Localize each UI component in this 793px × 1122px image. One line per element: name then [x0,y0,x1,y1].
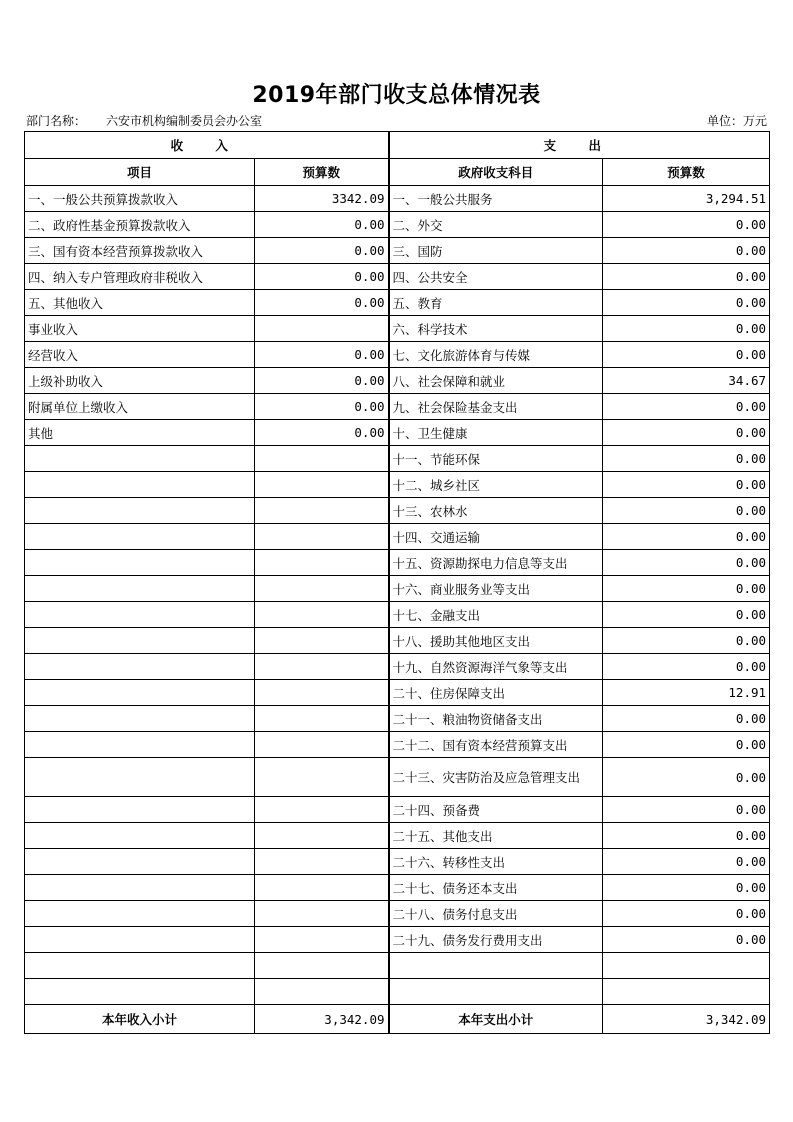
income-item-cell: 上级补助收入 [25,368,255,394]
income-value-cell [255,654,389,680]
table-row [25,875,770,901]
income-group-header: 收 入 [25,132,389,159]
expense-value-cell: 0.00 [603,446,770,472]
income-value-cell: 0.00 [255,264,389,290]
expense-item-cell: 十、卫生健康 [389,420,603,446]
table-row [25,186,770,212]
income-value-cell [255,524,389,550]
expense-total-value: 3,342.09 [603,1005,770,1034]
expense-value-cell: 0.00 [603,602,770,628]
income-value-cell [255,576,389,602]
table-row [25,602,770,628]
income-budget-header: 预算数 [255,159,389,186]
expense-item-cell: 四、公共安全 [389,264,603,290]
table-row [25,316,770,342]
income-value-cell: 0.00 [255,290,389,316]
income-item-cell [25,550,255,576]
income-value-cell: 0.00 [255,394,389,420]
table-row [25,498,770,524]
department-line [26,112,262,129]
table-row [25,420,770,446]
table-row [25,238,770,264]
unit-label: 单位：万元 [706,114,767,128]
expense-item-cell: 十二、城乡社区 [389,472,603,498]
income-item-cell: 三、国有资本经营预算拨款收入 [25,238,255,264]
expense-item-cell: 三、国防 [389,238,603,264]
expense-item-cell: 二十三、灾害防治及应急管理支出 [389,758,603,797]
income-item-header: 项目 [25,159,255,186]
income-item-cell [25,576,255,602]
expense-item-cell: 八、社会保障和就业 [389,368,603,394]
income-value-cell [255,979,389,1005]
income-value-cell: 0.00 [255,420,389,446]
expense-item-cell: 五、教育 [389,290,603,316]
expense-value-cell: 0.00 [603,420,770,446]
income-item-cell: 事业收入 [25,316,255,342]
income-value-cell: 0.00 [255,368,389,394]
income-item-cell [25,472,255,498]
expense-value-cell: 0.00 [603,901,770,927]
income-value-cell [255,316,389,342]
expense-value-cell: 0.00 [603,550,770,576]
table-row [25,732,770,758]
income-total-label: 本年收入小计 [25,1005,255,1034]
expense-item-cell: 二十四、预备费 [389,797,603,823]
table-row [25,394,770,420]
income-value-cell [255,875,389,901]
income-value-cell [255,498,389,524]
expense-value-cell [603,953,770,979]
expense-total-label: 本年支出小计 [389,1005,603,1034]
income-item-cell: 二、政府性基金预算拨款收入 [25,212,255,238]
expense-item-cell: 二十九、债务发行费用支出 [389,927,603,953]
income-item-cell [25,628,255,654]
expense-value-cell [603,979,770,1005]
income-item-cell [25,654,255,680]
income-item-cell: 一、一般公共预算拨款收入 [25,186,255,212]
expense-value-cell: 0.00 [603,472,770,498]
income-item-cell [25,875,255,901]
expense-value-cell: 0.00 [603,797,770,823]
table-row [25,758,770,797]
income-value-cell [255,732,389,758]
table-row [25,472,770,498]
expense-value-cell: 0.00 [603,316,770,342]
expense-value-cell: 0.00 [603,732,770,758]
expense-item-header: 政府收支科目 [389,159,603,186]
table-row [25,927,770,953]
expense-value-cell: 0.00 [603,524,770,550]
income-item-cell: 经营收入 [25,342,255,368]
income-value-cell [255,446,389,472]
expense-item-cell: 十三、农林水 [389,498,603,524]
table-row [25,628,770,654]
expense-item-cell: 十六、商业服务业等支出 [389,576,603,602]
expense-value-cell: 0.00 [603,290,770,316]
expense-item-cell: 二十、住房保障支出 [389,680,603,706]
expense-value-cell: 0.00 [603,238,770,264]
income-value-cell: 3342.09 [255,186,389,212]
income-value-cell [255,823,389,849]
expense-item-cell: 九、社会保险基金支出 [389,394,603,420]
income-item-cell [25,602,255,628]
expense-value-cell: 0.00 [603,212,770,238]
table-row [25,797,770,823]
page-title: 2019年部门收支总体情况表 [252,83,541,108]
table-row [25,446,770,472]
totals-row [25,1005,770,1034]
department-label: 部门名称： [26,114,87,128]
expense-item-cell: 十八、援助其他地区支出 [389,628,603,654]
table-row [25,953,770,979]
expense-value-cell: 0.00 [603,927,770,953]
expense-item-cell: 二十五、其他支出 [389,823,603,849]
expense-item-cell: 六、科学技术 [389,316,603,342]
income-item-cell [25,758,255,797]
table-row [25,368,770,394]
expense-value-cell: 0.00 [603,823,770,849]
table-row [25,823,770,849]
income-item-cell [25,680,255,706]
table-row [25,849,770,875]
income-value-cell [255,849,389,875]
income-item-cell [25,706,255,732]
expense-item-cell: 十七、金融支出 [389,602,603,628]
expense-item-cell: 二、外交 [389,212,603,238]
table-row [25,901,770,927]
income-item-cell [25,446,255,472]
expense-value-cell: 0.00 [603,654,770,680]
expense-value-cell: 0.00 [603,628,770,654]
expense-item-cell: 二十二、国有资本经营预算支出 [389,732,603,758]
table-row [25,979,770,1005]
expense-value-cell: 3,294.51 [603,186,770,212]
income-item-cell [25,901,255,927]
column-header-row [25,159,770,186]
expense-item-cell: 二十七、债务还本支出 [389,875,603,901]
income-value-cell: 0.00 [255,212,389,238]
income-item-cell: 附属单位上缴收入 [25,394,255,420]
expense-item-cell: 二十八、债务付息支出 [389,901,603,927]
expense-item-cell [389,953,603,979]
income-value-cell [255,901,389,927]
income-value-cell [255,602,389,628]
expense-item-cell: 十四、交通运输 [389,524,603,550]
expense-budget-header: 预算数 [603,159,770,186]
group-header-row [25,132,770,159]
income-item-cell [25,498,255,524]
expense-value-cell: 34.67 [603,368,770,394]
income-total-value: 3,342.09 [255,1005,389,1034]
income-item-cell [25,953,255,979]
expense-value-cell: 0.00 [603,849,770,875]
table-row [25,342,770,368]
income-item-cell: 其他 [25,420,255,446]
department-name: 六安市机构编制委员会办公室 [106,114,263,128]
income-item-cell: 五、其他收入 [25,290,255,316]
income-item-cell: 四、纳入专户管理政府非税收入 [25,264,255,290]
expense-value-cell: 12.91 [603,680,770,706]
expense-item-cell: 十九、自然资源海洋气象等支出 [389,654,603,680]
table-row [25,264,770,290]
table-row [25,680,770,706]
expense-value-cell: 0.00 [603,394,770,420]
table-row [25,654,770,680]
table-row [25,212,770,238]
expense-value-cell: 0.00 [603,706,770,732]
expense-item-cell: 二十一、粮油物资储备支出 [389,706,603,732]
expense-group-header: 支 出 [389,132,770,159]
budget-table [24,131,770,1034]
expense-value-cell: 0.00 [603,264,770,290]
income-item-cell [25,524,255,550]
expense-item-cell [389,979,603,1005]
expense-item-cell: 十五、资源勘探电力信息等支出 [389,550,603,576]
expense-item-cell: 二十六、转移性支出 [389,849,603,875]
table-row [25,706,770,732]
income-item-cell [25,797,255,823]
income-value-cell [255,680,389,706]
expense-value-cell: 0.00 [603,875,770,901]
table-row [25,524,770,550]
income-value-cell: 0.00 [255,238,389,264]
expense-value-cell: 0.00 [603,576,770,602]
income-value-cell [255,953,389,979]
income-value-cell [255,797,389,823]
expense-item-cell: 一、一般公共服务 [389,186,603,212]
income-value-cell [255,472,389,498]
income-value-cell [255,706,389,732]
table-row [25,550,770,576]
income-item-cell [25,732,255,758]
income-value-cell [255,758,389,797]
expense-item-cell: 七、文化旅游体育与传媒 [389,342,603,368]
income-item-cell [25,979,255,1005]
income-item-cell [25,823,255,849]
expense-value-cell: 0.00 [603,498,770,524]
income-value-cell [255,927,389,953]
table-row [25,290,770,316]
income-value-cell [255,628,389,654]
expense-value-cell: 0.00 [603,758,770,797]
expense-item-cell: 十一、节能环保 [389,446,603,472]
expense-value-cell: 0.00 [603,342,770,368]
income-item-cell [25,927,255,953]
income-value-cell [255,550,389,576]
table-row [25,576,770,602]
income-value-cell: 0.00 [255,342,389,368]
income-item-cell [25,849,255,875]
